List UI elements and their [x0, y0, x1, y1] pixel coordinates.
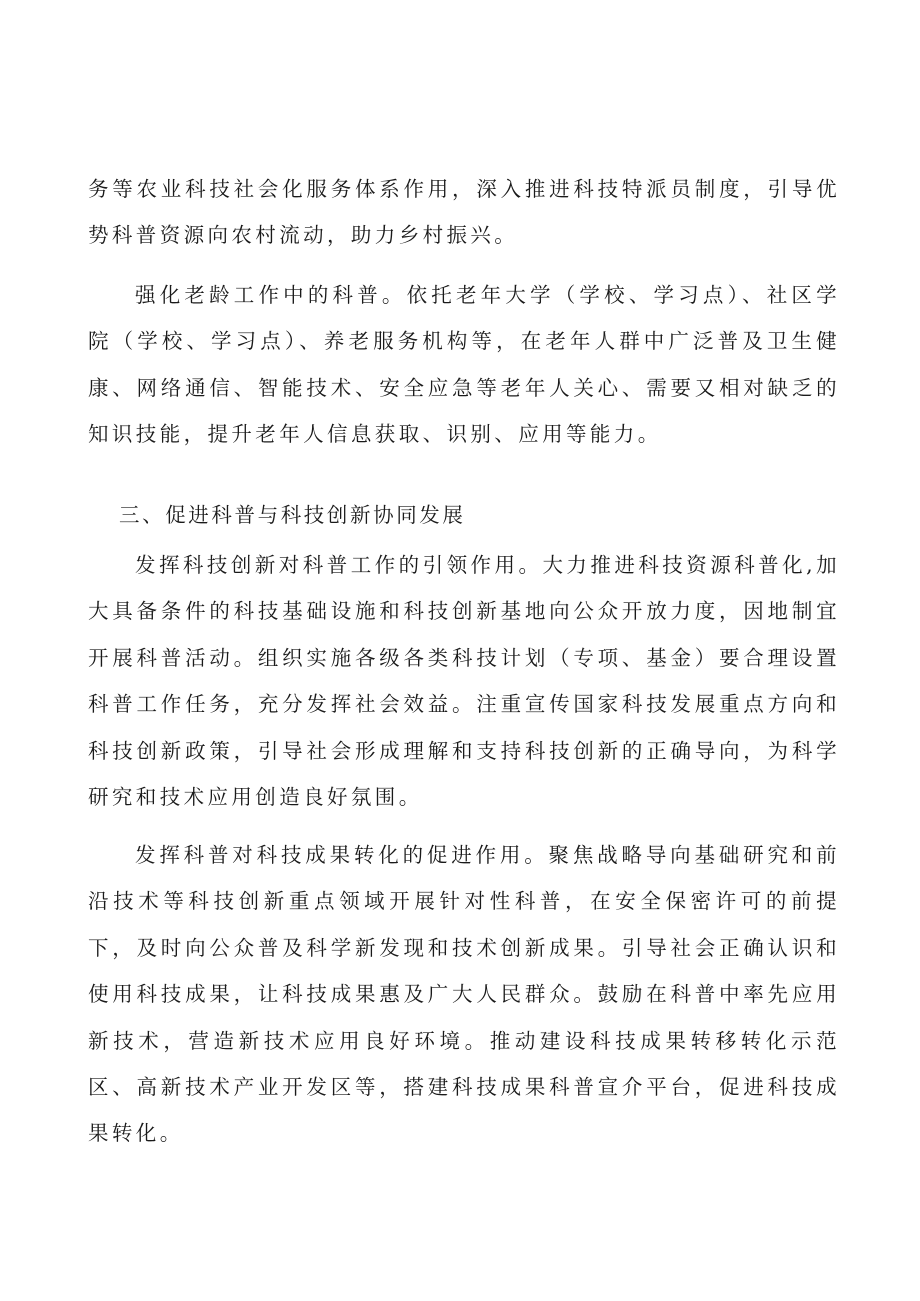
paragraph-rural-science: 务等农业科技社会化服务体系作用，深入推进科技特派员制度，引导优势科普资源向农村流动，助力乡村振兴。: [88, 177, 840, 248]
paragraph-elderly-science: 强化老龄工作中的科普。依托老年大学（学校、学习点）、社区学院（学校、学习点）、养老服务机构等，在老年人群中广泛普及卫生健康、网络通信、智能技术、安全应急等老年人关心、需要又相对缺乏的知识技能，提升老年人信息获取、识别、应用等能力。: [88, 283, 840, 447]
section-heading: 三、促进科普与科技创新协同发展: [119, 503, 466, 527]
paragraph-tech-innovation: 发挥科技创新对科普工作的引领作用。大力推进科技资源科普化,加大具备条件的科技基础设施和科技创新基地向公众开放力度，因地制宜开展科普活动。组织实施各级各类科技计划（专项、基金）要合理设置科普工作任务，充分发挥社会效益。注重宣传国家科技发展重点方向和科技创新政策，引导社会形成理解和支持科技创新的正确导向，为科学研究和技术应用创造良好氛围。: [88, 553, 840, 810]
paragraph-tech-transfer: 发挥科普对科技成果转化的促进作用。聚焦战略导向基础研究和前沿技术等科技创新重点领域开展针对性科普，在安全保密许可的前提下，及时向公众普及科学新发现和技术创新成果。引导社会正确认识和使用科技成果，让科技成果惠及广大人民群众。鼓励在科普中率先应用新技术，营造新技术应用良好环境。推动建设科技成果转移转化示范区、高新技术产业开发区等，搭建科技成果科普宣介平台，促进科技成果转化。: [88, 843, 840, 1146]
